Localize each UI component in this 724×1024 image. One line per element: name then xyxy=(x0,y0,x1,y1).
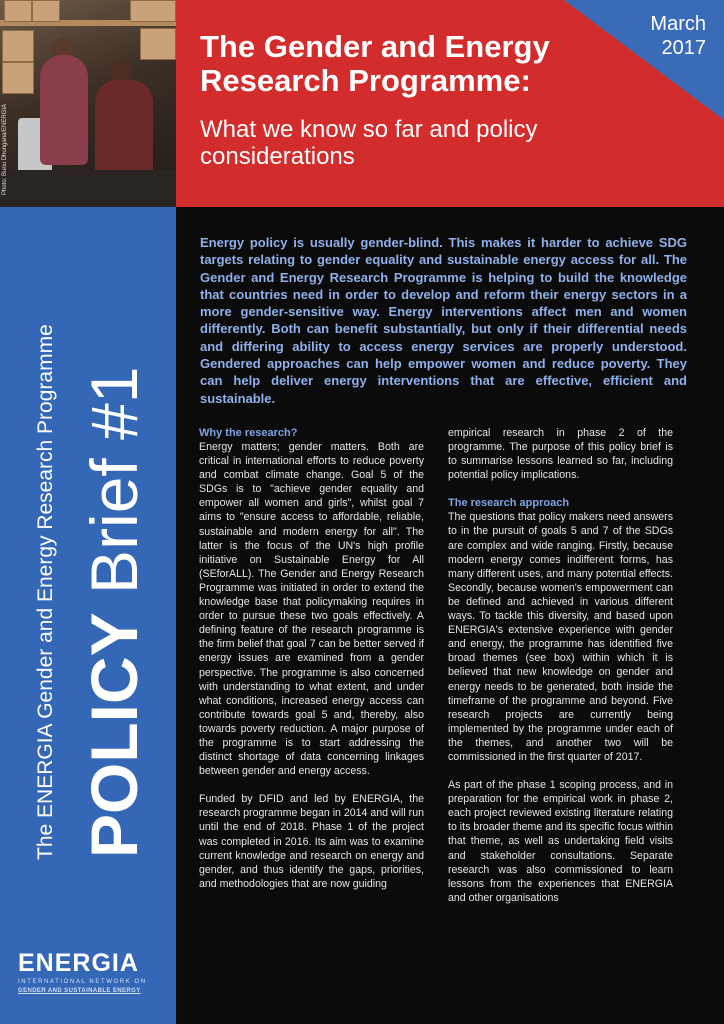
series-title: The ENERGIA Gender and Energy Research Programme xyxy=(34,324,57,860)
left-column xyxy=(199,426,424,905)
policy-brief-label xyxy=(78,218,150,858)
header xyxy=(0,0,724,207)
heading-research-approach: The research approach xyxy=(448,497,570,510)
publication-date: March 2017 xyxy=(650,13,706,59)
cover-photo xyxy=(0,0,176,207)
intro-summary: Energy policy is usually gender-blind. This makes it harder to achieve SDG targets relating to gender equality and sustainable energy access for all. The Gender and Energy Research Programme is helping to build the knowledge that countries need in order to develop and reform their energy sectors in a more gender-sensitive way. Energy interventions affect men and women differently. Both can benefit substantially, but only if their differential needs and differing ability to access energy services are properly understood. Gendered approaches can help empower women and reduce poverty. They can help deliver energy interventions that are effective, efficient and sustainable. xyxy=(200,235,687,406)
logo-tagline-2: GENDER AND SUSTAINABLE ENERGY xyxy=(18,988,141,994)
logo-tagline-1: INTERNATIONAL NETWORK ON xyxy=(18,979,147,985)
paragraph: Energy matters; gender matters. Both are critical in international efforts to reduce poverty and combat climate change. Goal 5 of the SDGs is to "achieve gender equality and empower all women and girls", whilst goal 7 aims to "ensure access to affordable, reliable, sustainable and modern energy for all". The latter is the focus of the UN's high profile initiative on Sustainable Energy for All (SEforALL). The Gender and Energy Research Programme was initiated in order to extend the knowledge base that policymaking requires in order to pursue these two goals effectively. A defining feature of the research programme is the firm belief that goal 7 can be better served if energy issues are examined from a gender perspective. The programme is also concerned with understanding to what extent, and under what conditions, increased energy access can contribute towards goal 5 and, thereby, also towards poverty reduction. A major purpose of the programme is to start addressing the distinct shortage of data concerning linkages between gender and energy access. xyxy=(199,441,424,778)
paragraph: The questions that policy makers need answers to in the pursuit of goals 5 and 7 of the SDGs are complex and wide ranging. Firstly, because modern energy comes indifferent forms, has many different uses, and many potential effects. Secondly, because women's empowerment can be defined and achieved in various different ways. To tackle this diversity, and based upon ENERGIA's extensive experience with gender and energy, the programme has identified five broad themes (see box) within which it is believed that new knowledge on gender and energy needs to be generated, both inside the timeframe of the programme and beyond. Five research projects are currently being implemented by the programme under each of the themes, and another two will be commissioned in the first quarter of 2017. xyxy=(448,511,673,763)
logo-wordmark: ENERGIA xyxy=(18,949,139,977)
paragraph: Funded by DFID and led by ENERGIA, the research programme began in 2014 and will run until the end of 2018. Phase 1 of the project was completed in 2016. Its aim was to examine current knowledge and research on energy and gender, and thus identify the gaps, priorities, and methodologies that are now guiding xyxy=(199,793,424,890)
paragraph: empirical research in phase 2 of the programme. The purpose of this policy brief is to summarise lessons learned so far, including potential policy implications. xyxy=(448,427,673,482)
right-column xyxy=(448,426,673,919)
photo-credit: Photo: Bunu Dhungana/ENERGIA xyxy=(2,103,8,195)
heading-why-research: Why the research? xyxy=(199,427,298,439)
document-title: The Gender and Energy Research Programme: xyxy=(200,29,550,98)
paragraph: As part of the phase 1 scoping process, and in preparation for the empirical work in phase 2, each project reviewed existing literature relating to its broader theme and its specific focus within that theme, as well as undertaking field visits and stakeholder consultations. Separate research was also commissioned to learn lessons from the experiences that ENERGIA and other organisations xyxy=(448,779,673,904)
brief-number: Brief #1 xyxy=(77,366,151,594)
document-subtitle: What we know so far and policy considerations xyxy=(200,116,538,170)
energia-logo xyxy=(18,950,168,995)
policy-word: POLICY xyxy=(77,612,151,858)
